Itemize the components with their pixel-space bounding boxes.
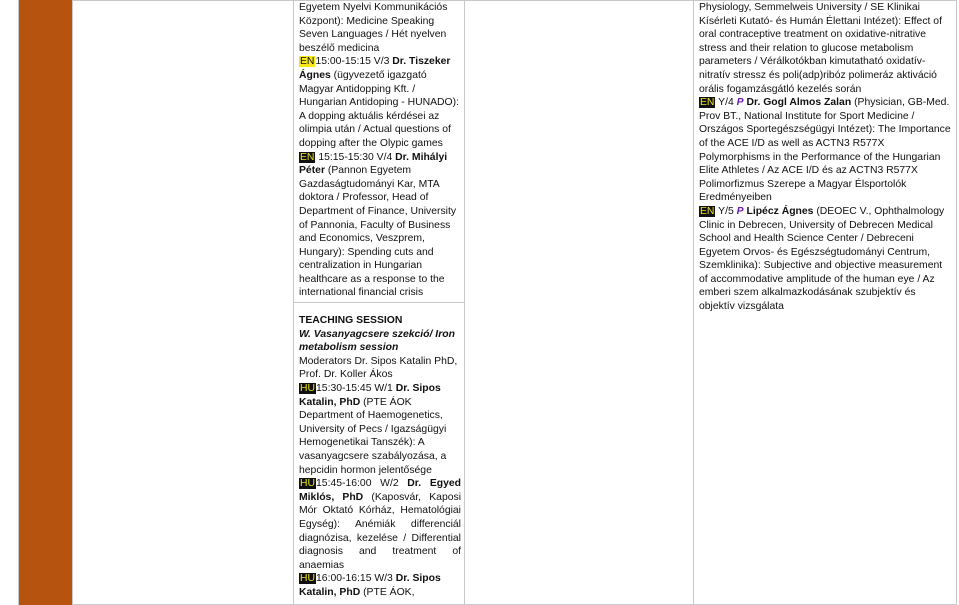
talk-time: 16:00-16:15 W/3 [316, 573, 393, 585]
moderators: Moderators Dr. Sipos Katalin PhD, Prof. Dr. Koller Ákos [299, 355, 458, 381]
talk-description: (Kaposvár, Kaposi Mór Oktató Kórház, Hematológiai Egység): Anémiák differenciál diagnózisa, kezelése / Differential diagnosis and treatment of anaemias [299, 491, 461, 571]
talk-code: Y/5 [718, 205, 734, 217]
talk-code: Y/4 [718, 97, 734, 109]
talk-entry [299, 151, 461, 301]
poster-marker: P [736, 97, 744, 109]
language-badge: HU [300, 478, 316, 490]
talk-continuation: Physiology, Semmelweis University / SE Klinikai Kísérleti Kutató- és Humán Élettani Intézet): Effect of oral contraceptive treatment on oxidative-nitrative stress and their relation to glucose metabolism parameters / Vérálkotókban kimutatható oxidatív-nitratív stressz és poli(adp)ribóz polimeráz aktiváció orális fogamzásgátló kezelés során [699, 2, 942, 95]
talk-entry [699, 205, 951, 314]
session-cell-physiology [699, 1, 951, 313]
talk-description: (Physician, GB-Med. Prov BT., National Institute for Sport Medicine / Országos Sportegészségügyi Intézet): The Importance of the ACE I/D as well as ACTN3 R577X Polymorphisms in the Performance of the Hungarian Elite Athletes / Az ACE I/D és az ACTN3 R577X Polimorfizmus Szerepe a Magyar Élsportolók Eredményeiben [699, 97, 951, 204]
talk-description: (PTE ÁOK Department of Haemogenetics, University of Pecs / Igazságügyi Hemogenetikai Tanszék): A vasanyagcsere szabályozása, a hepcidin hormon jelentősége [299, 396, 447, 476]
talk-time: 15:45-16:00 W/2 [316, 478, 399, 490]
talk-description: (Pannon Egyetem Gazdaságtudományi Kar, MTA doktora / Professor, Head of Department of Finance, University of Pannonia, Faculty of Business and Economics, Veszprem, Hungary): Spending cuts and centralization in Hungarian healthcare as a response to the international financial crisis [299, 165, 457, 299]
poster-marker: P [736, 205, 744, 217]
speaker-name: Dr. Sipos Katalin, PhD [299, 573, 441, 598]
language-badge: EN [700, 97, 715, 109]
speaker-name: Dr. Gogl Almos Zalan [746, 97, 852, 109]
session-cell-iron-metabolism [299, 314, 461, 604]
language-badge: EN [300, 151, 315, 163]
grid-line [18, 0, 19, 605]
language-badge: EN [300, 56, 315, 68]
speaker-name: Dr. Mihályi Péter [299, 151, 448, 177]
language-badge: EN [700, 205, 715, 217]
session-heading: TEACHING SESSION [299, 315, 403, 326]
session-text-line: Központ): Medicine Speaking [299, 15, 435, 27]
talk-entry [299, 477, 461, 572]
session-text-line: Seven Languages / Hét nyelven [299, 29, 447, 41]
talk-time: 15:15-15:30 V/4 [318, 151, 393, 163]
grid-line [72, 0, 73, 605]
talk-time: 15:00-15:15 V/3 [315, 56, 390, 68]
talk-time: 15:30-15:45 W/1 [316, 382, 393, 394]
speaker-name: Dr. Egyed Miklós, PhD [299, 478, 462, 503]
talk-description: (PTE ÁOK, [363, 586, 415, 598]
session-text-line: Egyetem Nyelvi Kommunikációs [299, 2, 448, 13]
session-text-line: beszélő medicina [299, 42, 380, 54]
talk-entry [299, 55, 461, 150]
talk-entry [299, 572, 461, 599]
speaker-name: Dr. Tiszeker Ágnes [299, 56, 451, 81]
talk-entry [299, 382, 461, 477]
language-badge: HU [300, 573, 316, 585]
language-badge: HU [300, 382, 316, 394]
grid-line [693, 0, 694, 605]
grid-line [464, 0, 465, 605]
color-band [19, 0, 72, 605]
speaker-name: Lipécz Ágnes [746, 205, 814, 217]
grid-line [956, 0, 957, 605]
grid-line [293, 302, 464, 303]
speaker-name: Dr. Sipos Katalin, PhD [299, 382, 441, 408]
session-title: W. Vasanyagcsere szekció/ Iron metabolism session [299, 328, 455, 354]
session-cell-medicine-speaking [299, 1, 461, 301]
talk-description: (ügyvezető igazgató Magyar Antidopping Kft. / Hungarian Antidoping - HUNADO): A dopping aktuális kérdései az olimpia után / Actual questions of dopping after the Olypic games [299, 69, 459, 149]
talk-description: (DEOEC V., Ophthalmology Clinic in Debrecen, University of Debrecen Medical School and Health Science Center / Debreceni Egyetem Orvos- és Egészségtudományi Centrum, Szemklinika): Subjective and objective measurement of accommodative amplitude of the human eye / Az emberi szem alkalmazkodásának szubjektív és objektív vizsgálata [699, 205, 945, 313]
talk-entry [699, 96, 951, 205]
